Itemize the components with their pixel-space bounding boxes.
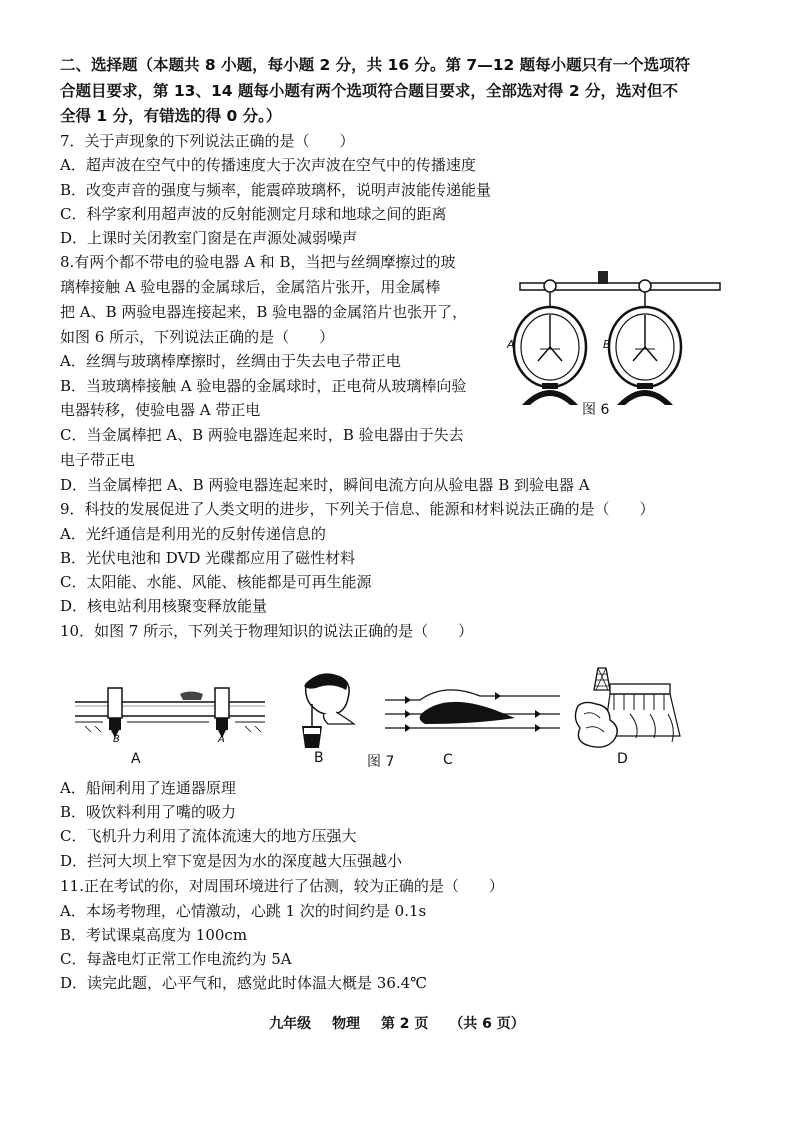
dam-figure <box>570 666 685 751</box>
q8-stem-line-3: 把 A、B 两验电器连接起来，B 验电器的金属箔片也张开了， <box>60 303 468 321</box>
electroscope-a <box>514 280 586 405</box>
lock-label-a: A <box>218 734 225 745</box>
q11-option-c: C．每盏电灯正常工作电流约为 5A <box>60 950 292 968</box>
fig7-label-b: B <box>314 750 324 766</box>
footer-grade: 九年级 <box>269 1016 312 1032</box>
fig7-label-d: D <box>617 751 628 767</box>
lock-label-b: B <box>113 734 120 745</box>
q10-option-c: C．飞机升力利用了流体流速大的地方压强大 <box>60 827 357 845</box>
q8-stem-line-2: 璃棒接触 A 验电器的金属球后，金属箔片张开，用金属棒 <box>60 278 441 296</box>
q8-option-b-line-1: B．当玻璃棒接触 A 验电器的金属球时，正电荷从玻璃棒向验 <box>60 377 467 395</box>
page-footer <box>0 1013 794 1033</box>
section-header-line-2: 合题目要求，第 13、14 题每小题有两个选项符合题目要求，全部选对得 2 分，选对但不 <box>60 82 679 100</box>
section-header-line-1: 二、选择题（本题共 8 小题，每小题 2 分，共 16 分。第 7—12 题每小题只有一个选项符 <box>60 56 691 74</box>
ship-lock-figure <box>75 672 265 747</box>
q11-option-d: D．读完此题，心平气和，感觉此时体温大概是 36.4℃ <box>60 974 427 992</box>
q7-stem: 7．关于声现象的下列说法正确的是（ ） <box>60 132 355 150</box>
q11-stem: 11.正在考试的你，对周围环境进行了估测，较为正确的是（ ） <box>60 877 504 895</box>
q7-option-a: A．超声波在空气中的传播速度大于次声波在空气中的传播速度 <box>60 156 476 174</box>
fig7-label-c: C <box>443 752 453 768</box>
section-header-line-3: 全得 1 分，有错选的得 0 分。） <box>60 107 282 125</box>
q9-option-d: D．核电站利用核聚变释放能量 <box>60 597 268 615</box>
footer-total: （共 6 页） <box>449 1016 525 1032</box>
q10-option-b: B．吸饮料利用了嘴的吸力 <box>60 803 237 821</box>
airfoil-figure <box>385 684 560 744</box>
q7-option-c: C．科学家利用超声波的反射能测定月球和地球之间的距离 <box>60 205 447 223</box>
fig7-label-a: A <box>131 751 141 767</box>
q8-option-d: D．当金属棒把 A、B 两验电器连起来时，瞬间电流方向从验电器 B 到验电器 A <box>60 476 590 494</box>
q9-option-c: C．太阳能、水能、风能、核能都是可再生能源 <box>60 573 372 591</box>
fig7-caption: 图 7 <box>367 754 395 770</box>
footer-page: 第 2 页 <box>380 1016 429 1032</box>
drinking-boy-figure <box>292 668 364 753</box>
q11-option-b: B．考试课桌高度为 100cm <box>60 926 248 944</box>
fig6-label-b: B <box>603 338 611 351</box>
q8-option-a: A．丝绸与玻璃棒摩擦时，丝绸由于失去电子带正电 <box>60 352 401 370</box>
q7-option-b: B．改变声音的强度与频率，能震碎玻璃杯，说明声波能传递能量 <box>60 181 492 199</box>
q9-stem: 9．科技的发展促进了人类文明的进步，下列关于信息、能源和材料说法正确的是（ ） <box>60 500 655 518</box>
fig6-caption: 图 6 <box>582 402 610 418</box>
q7-option-d: D．上课时关闭教室门窗是在声源处减弱噪声 <box>60 229 358 247</box>
q10-option-a: A．船闸利用了连通器原理 <box>60 779 236 797</box>
q9-option-b: B．光伏电池和 DVD 光碟都应用了磁性材料 <box>60 549 356 567</box>
rod-handle <box>598 271 608 284</box>
electroscope-b <box>609 280 681 405</box>
q8-option-c-line-1: C．当金属棒把 A、B 两验电器连起来时，B 验电器由于失去 <box>60 426 464 444</box>
q9-option-a: A．光纤通信是利用光的反射传递信息的 <box>60 525 326 543</box>
electroscope-figure <box>500 265 740 425</box>
q8-stem-line-1: 8.有两个都不带电的验电器 A 和 B，当把与丝绸摩擦过的玻 <box>60 253 456 271</box>
q11-option-a: A．本场考物理，心情激动，心跳 1 次的时间约是 0.1s <box>60 902 427 920</box>
q8-stem-line-4: 如图 6 所示，下列说法正确的是（ ） <box>60 328 335 346</box>
fig6-label-a: A <box>507 338 515 351</box>
q10-stem: 10．如图 7 所示，下列关于物理知识的说法正确的是（ ） <box>60 622 474 640</box>
q10-option-d: D．拦河大坝上窄下宽是因为水的深度越大压强越小 <box>60 852 403 870</box>
q8-option-c-line-2: 电子带正电 <box>60 451 136 469</box>
footer-subject: 物理 <box>332 1016 361 1032</box>
q8-option-b-line-2: 电器转移，使验电器 A 带正电 <box>60 401 261 419</box>
